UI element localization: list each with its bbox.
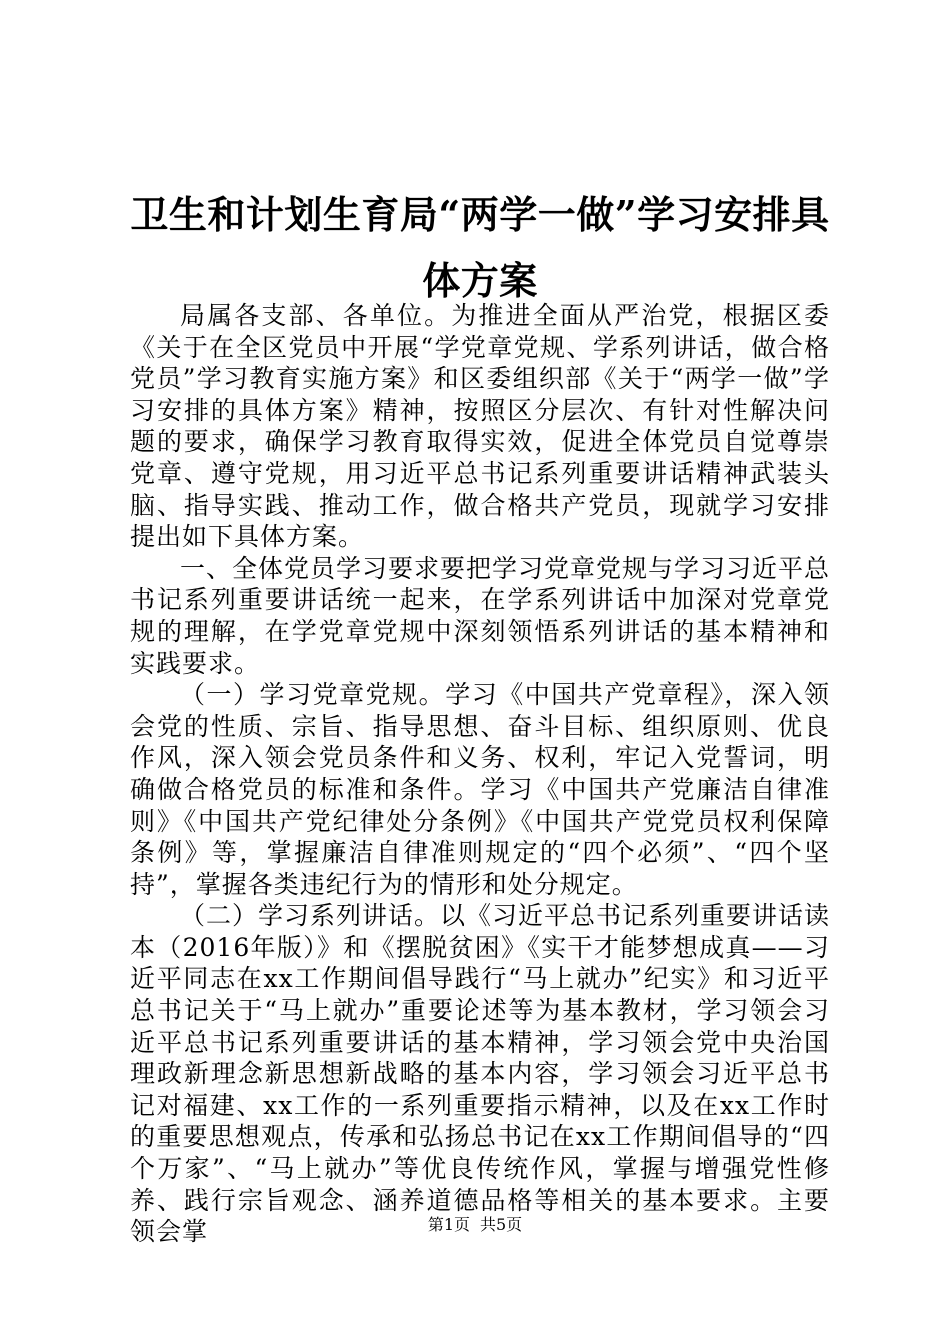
page-total: 共5页	[480, 1215, 523, 1234]
paragraph-section-one: 一、全体党员学习要求要把学习党章党规与学习习近平总书记系列重要讲话统一起来，在学系列讲话中加深对党章党规的理解，在学党章党规中深刻领悟系列讲话的基本精神和实践要求。	[130, 553, 831, 678]
paragraph-intro: 局属各支部、各单位。为推进全面从严治党，根据区委《关于在全区党员中开展“学党章党规、学系列讲话，做合格党员”学习教育实施方案》和区委组织部《关于“两学一做”学习安排的具体方案》精神，按照区分层次、有针对性解决问题的要求，确保学习教育取得实效，促进全体党员自觉尊崇党章、遵守党规，用习近平总书记系列重要讲话精神武装头脑、指导实践、推动工作，做合格共产党员，现就学习安排提出如下具体方案。	[130, 301, 830, 552]
paragraph-party-rules: （一）学习党章党规。学习《中国共产党章程》，深入领会党的性质、宗旨、指导思想、奋斗目标、组织原则、优良作风，深入领会党员条件和义务、权利，牢记入党誓词，明确做合格党员的标准和条件。学习《中国共产党廉洁自律准则》《中国共产党纪律处分条例》《中国共产党党员权利保障条例》等，掌握廉洁自律准则规定的“四个必须”、“四个坚持”，掌握各类违纪行为的情形和处分规定。	[130, 680, 830, 899]
paragraph-speeches: （二）学习系列讲话。以《习近平总书记系列重要讲话读本（2016年版）》和《摆脱贫困》《实干才能梦想成真——习近平同志在xx工作期间倡导践行“马上就办”纪实》和习近平总书记关于“马上就办”重要论述等为基本教材，学习领会习近平总书记系列重要讲话的基本精神，学习领会党中央治国理政新理念新思想新战略的基本内容，学习领会习近平总书记对福建、xx工作的一系列重要指示精神，以及在xx工作时的重要思想观点，传承和弘扬总书记在xx工作期间倡导的“四个万家”、“马上就办”等优良传统作风，掌握与增强党性修养、践行宗旨观念、涵养道德品格等相关的基本要求。主要领会掌	[130, 901, 831, 1247]
document-title: 卫生和计划生育局“两学一做”学习安排具体方案	[130, 192, 830, 303]
page-number: 第1页	[427, 1215, 470, 1234]
page-footer	[0, 1215, 950, 1235]
document-body	[130, 300, 830, 1248]
